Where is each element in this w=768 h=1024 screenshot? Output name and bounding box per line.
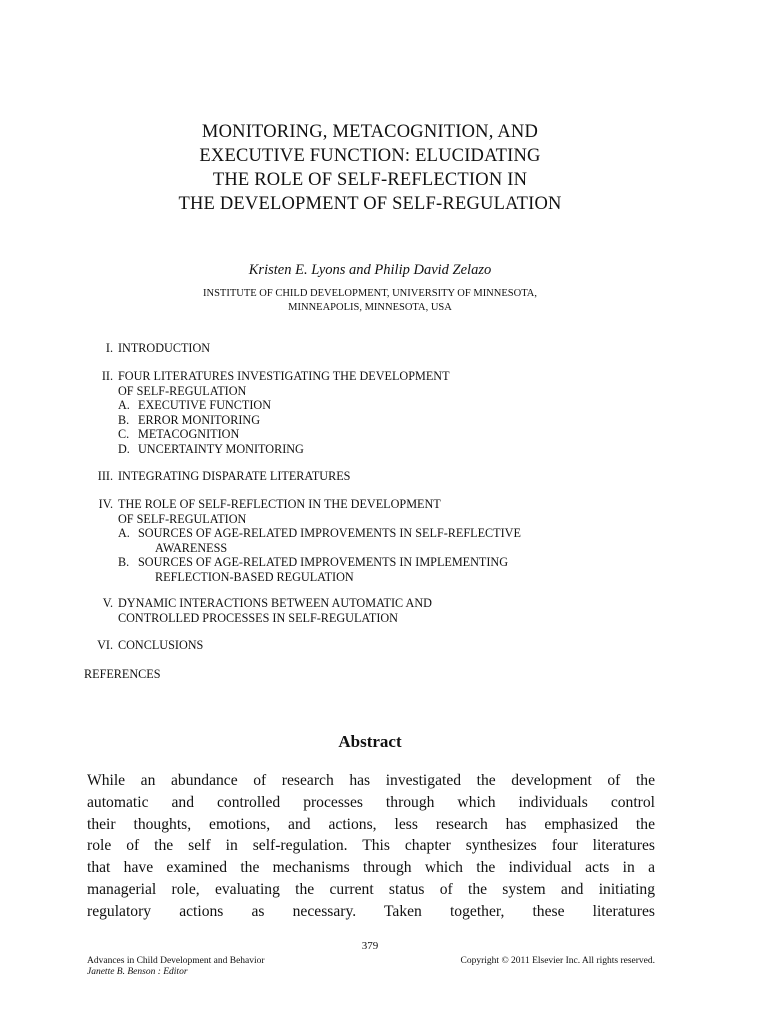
- author-affiliation: [0, 287, 740, 315]
- toc-number: II.: [101, 369, 113, 383]
- affiliation-line: INSTITUTE OF CHILD DEVELOPMENT, UNIVERSITY OF MINNESOTA,: [203, 288, 537, 299]
- toc-sub-letter: A.: [118, 526, 130, 540]
- abstract-line: their thoughts, emotions, and actions, less research has emphasized the: [87, 815, 655, 833]
- abstract-line: role of the self in self-regulation. This chapter synthesizes four literatures: [87, 837, 655, 855]
- abstract-line: managerial role, evaluating the current status of the system and initiating: [87, 880, 655, 898]
- toc-title-cont: OF SELF-REGULATION: [118, 383, 247, 398]
- toc-sub-letter: B.: [118, 555, 130, 569]
- toc-title: FOUR LITERATURES INVESTIGATING THE DEVELOPMENT: [118, 369, 450, 383]
- toc-sub-letter: A.: [118, 398, 130, 412]
- toc-subsection: METACOGNITION: [138, 427, 240, 441]
- toc-sub-letter: C.: [118, 427, 130, 441]
- abstract-heading: Abstract: [338, 732, 402, 751]
- toc-title-cont: CONTROLLED PROCESSES IN SELF-REGULATION: [118, 610, 398, 625]
- title-line: MONITORING, METACOGNITION, AND: [201, 122, 539, 142]
- series-title: Advances in Child Development and Behavior: [87, 956, 265, 966]
- toc-title: INTEGRATING DISPARATE LITERATURES: [118, 469, 351, 483]
- toc-number: IV.: [98, 497, 113, 511]
- abstract-line: regulatory actions as necessary. Taken together, these literatures: [87, 902, 655, 920]
- copyright-notice: Copyright © 2011 Elsevier Inc. All rights reserved.: [460, 956, 655, 966]
- toc-title: THE ROLE OF SELF-REFLECTION IN THE DEVELOPMENT: [118, 497, 441, 511]
- toc-number: III.: [97, 469, 113, 483]
- title-line: THE DEVELOPMENT OF SELF-REGULATION: [178, 194, 562, 214]
- abstract-body: [87, 770, 655, 923]
- affiliation-line: MINNEAPOLIS, MINNESOTA, USA: [288, 302, 452, 313]
- toc-sub-letter: D.: [118, 441, 130, 456]
- footer-series-info: [87, 956, 265, 978]
- chapter-title: [0, 120, 740, 216]
- toc-number: I.: [105, 341, 113, 355]
- toc-title: INTRODUCTION: [118, 341, 211, 355]
- series-editor: Janette B. Benson : Editor: [87, 967, 188, 977]
- toc-sub-letter: B.: [118, 412, 130, 427]
- abstract-line: automatic and controlled processes through which individuals control: [87, 793, 655, 811]
- page-number: 379: [361, 940, 379, 952]
- toc-subsection: SOURCES OF AGE-RELATED IMPROVEMENTS IN SELF-REFLECTIVE: [138, 526, 521, 540]
- toc-subsection-cont: AWARENESS: [155, 540, 228, 555]
- toc-title: CONCLUSIONS: [118, 638, 204, 652]
- author-names: Kristen E. Lyons and Philip David Zelazo: [248, 262, 492, 278]
- title-line: EXECUTIVE FUNCTION: ELUCIDATING: [199, 146, 541, 166]
- toc-number: VI.: [97, 638, 113, 652]
- toc-subsection: EXECUTIVE FUNCTION: [138, 398, 272, 412]
- toc-subsection: SOURCES OF AGE-RELATED IMPROVEMENTS IN IMPLEMENTING: [138, 555, 509, 569]
- toc-subsection: ERROR MONITORING: [138, 412, 260, 427]
- abstract-line: that have examined the mechanisms through which the individual acts in a: [87, 859, 655, 877]
- toc-title: DYNAMIC INTERACTIONS BETWEEN AUTOMATIC AND: [118, 596, 432, 610]
- abstract-line: While an abundance of research has investigated the development of the: [87, 772, 655, 789]
- title-line: THE ROLE OF SELF-REFLECTION IN: [212, 170, 528, 190]
- toc-title-cont: OF SELF-REGULATION: [118, 511, 247, 526]
- toc-subsection-cont: REFLECTION-BASED REGULATION: [155, 569, 354, 584]
- toc-number: V.: [102, 596, 113, 610]
- toc-references-label: REFERENCES: [84, 667, 161, 681]
- toc-subsection: UNCERTAINTY MONITORING: [138, 441, 304, 456]
